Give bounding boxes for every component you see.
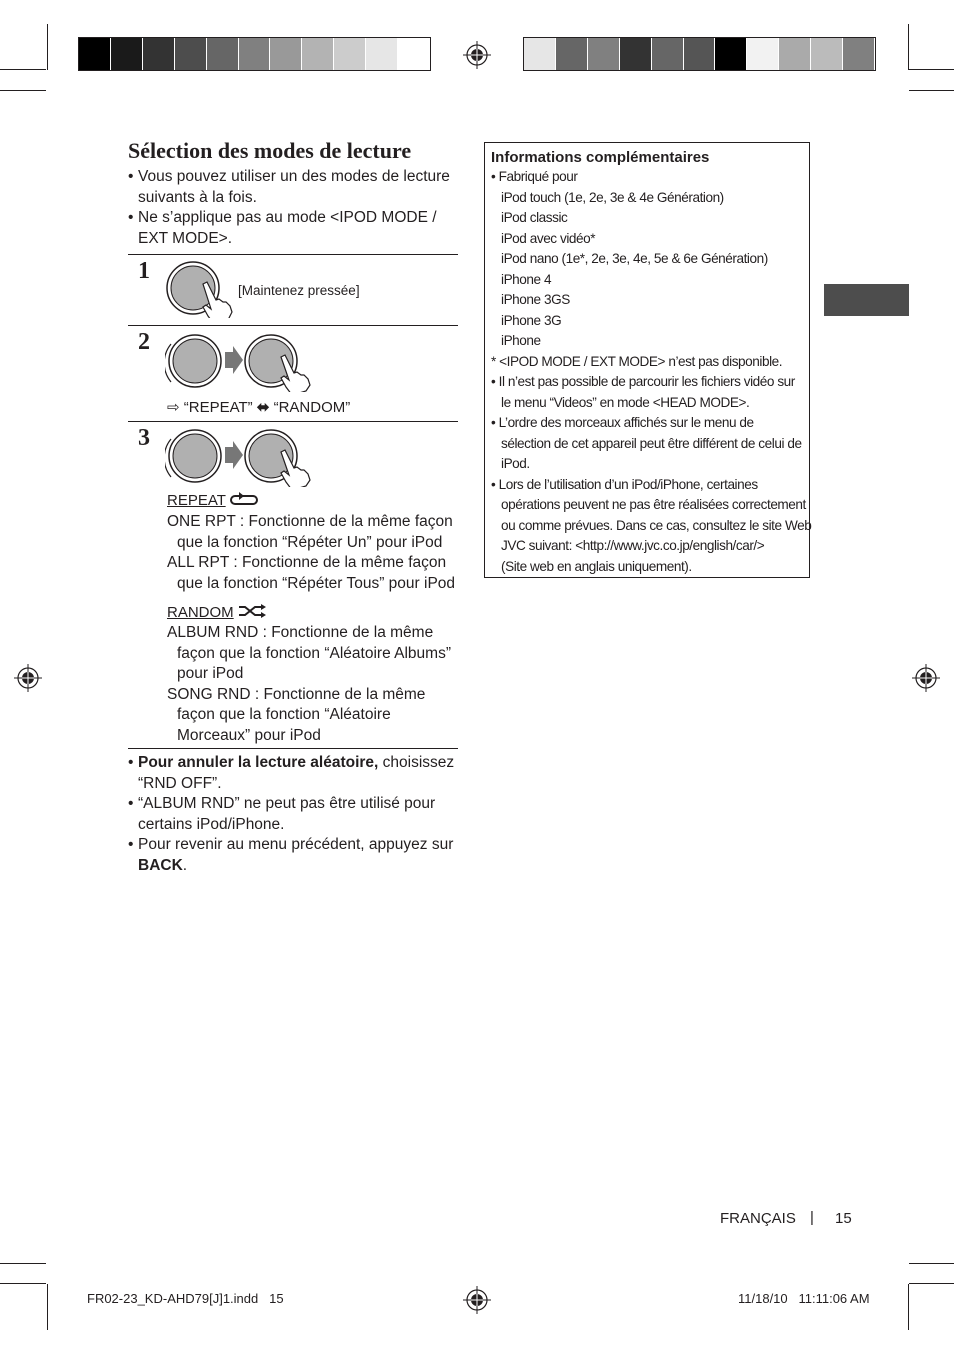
info-line: iPod. [501, 456, 530, 471]
info-line: iPhone [501, 333, 541, 348]
registration-mark-icon [462, 40, 492, 70]
info-line: opérations peuvent ne pas être réalisées correctement [501, 497, 806, 512]
info-line: iPod nano (1e*, 2e, 3e, 4e, 5e & 6e Génération) [501, 251, 768, 266]
crop-mark [0, 69, 46, 70]
crop-mark [909, 69, 954, 70]
page-number: 15 [835, 1210, 852, 1227]
note-bullet: • Pour annuler la lecture aléatoire, choisissez “RND OFF”. [128, 754, 455, 792]
step-number: 2 [138, 329, 150, 355]
repeat-options: ONE RPT : Fonctionne de la même façon que la fonction “Répéter Un” pour iPod ALL RPT : Fonctionne de la même façon que la fonction “Répéter Tous” pour iPod [167, 513, 456, 592]
file-name: FR02-23_KD-AHD79[J]1.indd 15 [87, 1291, 284, 1306]
info-line: • Fabriqué pour [491, 169, 578, 184]
step2-cycle: ⇨ “REPEAT” ⬌ “RANDOM” [167, 399, 351, 416]
random-heading: RANDOM [167, 603, 268, 624]
info-line: iPhone 3GS [501, 292, 570, 307]
registration-mark-icon [13, 663, 43, 693]
knob-press-icon [165, 260, 240, 318]
random-options: ALBUM RND : Fonctionne de la même façon que la fonction “Aléatoire Albums” pour iPod SONG RND : Fonctionne de la même façon que la fonction “Aléatoire Morceaux” pour iPod [167, 624, 451, 744]
crop-mark [909, 90, 954, 91]
registration-mark-icon [911, 663, 941, 693]
crop-mark [0, 1263, 46, 1264]
info-line: • Il n’est pas possible de parcourir les fichiers vidéo sur [491, 374, 795, 389]
crop-mark [908, 24, 909, 70]
footer-language: FRANÇAIS [720, 1210, 796, 1227]
crop-mark [909, 1283, 954, 1284]
divider [128, 421, 458, 422]
note-bullet: • Pour revenir au menu précédent, appuyez sur BACK. [128, 836, 454, 874]
note-bullet: • “ALBUM RND” ne peut pas être utilisé pour certains iPod/iPhone. [128, 795, 436, 833]
info-line: * <IPOD MODE / EXT MODE> n’est pas disponible. [491, 353, 783, 369]
crop-mark [47, 1284, 48, 1330]
registration-mark-icon [462, 1285, 492, 1315]
info-line: iPhone 4 [501, 271, 552, 287]
crop-mark [908, 1284, 909, 1330]
language-tab [824, 284, 909, 316]
info-line: • L’ordre des morceaux affichés sur le menu de [491, 415, 754, 430]
knob-turn-then-press-icon [165, 332, 320, 392]
info-line: iPod classic [501, 210, 568, 225]
arrow-right-icon: ⇨ [167, 399, 180, 416]
divider [128, 325, 458, 326]
info-line: • Lors de l’utilisation d’un iPod/iPhone, certaines [491, 476, 758, 492]
info-line: iPod touch (1e, 2e, 3e & 4e Génération) [501, 189, 724, 205]
shuffle-icon [238, 604, 268, 618]
hold-note: [Maintenez pressée] [238, 283, 360, 298]
divider [128, 254, 458, 255]
intro-bullet: • Vous pouvez utiliser un des modes de lecture suivants à la fois. [128, 168, 450, 206]
info-line: iPod avec vidéo* [501, 230, 596, 246]
footer-separator: | [810, 1209, 814, 1226]
step-number: 1 [138, 258, 150, 284]
print-stamp: 11/18/10 11:11:06 AM [738, 1291, 870, 1306]
crop-mark [909, 1263, 954, 1264]
info-box [484, 142, 810, 578]
info-line: sélection de cet appareil peut être différent de celui de [501, 435, 802, 451]
crop-mark [0, 1283, 46, 1284]
color-bar-left [78, 37, 431, 71]
knob-turn-then-press-icon [165, 427, 320, 487]
repeat-heading: REPEAT [167, 491, 260, 512]
double-arrow-icon: ⬌ [256, 399, 270, 416]
info-heading: Informations complémentaires [491, 149, 710, 166]
info-line: ou comme prévues. Dans ce cas, consultez le site Web [501, 517, 812, 533]
info-line: (Site web en anglais uniquement). [501, 558, 692, 574]
crop-mark [0, 90, 46, 91]
page-title: Sélection des modes de lecture [128, 138, 412, 163]
info-line: iPhone 3G [501, 312, 562, 328]
color-bar-right [523, 37, 876, 71]
crop-mark [47, 24, 48, 70]
info-line: JVC suivant: <http://www.jvc.co.jp/english/car/> [501, 538, 765, 553]
divider [128, 748, 458, 749]
step-number: 3 [138, 425, 150, 451]
info-line: le menu “Videos” en mode <HEAD MODE>. [501, 394, 750, 410]
repeat-icon [230, 492, 260, 506]
intro-bullet: • Ne s’applique pas au mode <IPOD MODE / EXT MODE>. [128, 209, 437, 247]
